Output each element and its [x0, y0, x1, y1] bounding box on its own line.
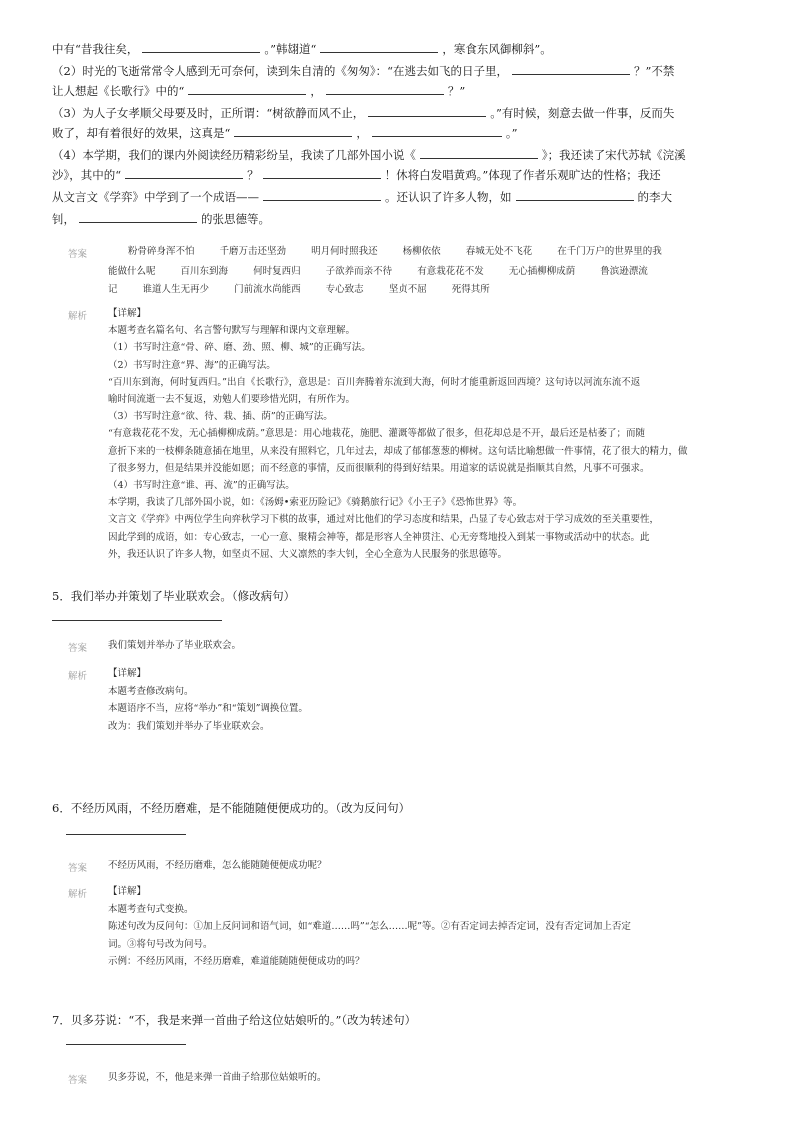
analysis-line: 【详解】 — [108, 308, 147, 319]
question-5-title: 5．我们举办并策划了毕业联欢会。（修改病句） — [52, 589, 296, 603]
answer-item: 死得其所 — [451, 284, 490, 295]
answer-item: 明月何时照我还 — [311, 246, 378, 257]
analysis-line: 本题考查句式变换。 — [108, 903, 194, 915]
answer-item: 子欲养而亲不待 — [325, 266, 393, 277]
answer-item: 能做什么呢 — [108, 266, 156, 277]
answer-item: 在千门万户的世界里的我 — [557, 246, 662, 257]
answer-row-2 — [108, 264, 748, 279]
analysis-line: 【详解】 — [108, 886, 147, 897]
analysis-line: 词。③将句号改为问号。 — [108, 938, 213, 950]
fill-line-3: 让人想起《长歌行》中的“ ， ？” — [52, 84, 466, 98]
answer-blank[interactable] — [512, 62, 630, 75]
analysis-label: 解析 — [68, 311, 88, 322]
answer-label: 答案 — [68, 249, 88, 260]
answer-item: 千磨万击还坚劲 — [219, 246, 287, 257]
answer-label: 答案 — [68, 863, 88, 874]
analysis-line: 本题语序不当，应将“举办”和“策划”调换位置。 — [108, 703, 308, 714]
analysis-line: 意折下来的一枝柳条随意插在地里，从来没有照料它，几年过去，却成了郁郁葱葱的柳树。这句话比喻想做一件事情，花了很大的精力，做 — [108, 445, 688, 457]
analysis-label: 解析 — [68, 671, 88, 682]
analysis-line: “百川东到海，何时复西归。”出自《长歌行》，意思是：百川奔腾着东流到大海，何时才能重新返回西境？这句诗以河流东流不返 — [108, 376, 641, 388]
answer-blank[interactable] — [263, 188, 381, 201]
analysis-line: （3）书写时注意“欲、待、栽、插、荫”的正确写法。 — [108, 411, 333, 423]
fill-line-9: 钊， 的张思德等。 — [52, 212, 270, 226]
answer-blank[interactable] — [263, 166, 381, 179]
analysis-line: 【详解】 — [108, 668, 147, 679]
answer-row-3 — [108, 282, 748, 297]
analysis-line: 本题考查名篇名句、名言警句默写与理解和课内文章理解。 — [108, 325, 356, 337]
fill-line-7: 沙》，其中的“ ？ ！休将白发唱黄鸡。”体现了作者乐观旷达的性格；我还 — [52, 168, 661, 182]
analysis-line: 文言文《学弈》中两位学生向弈秋学习下棋的故事，通过对比他们的学习态度和结果，凸显了专心致志对于学习成效的至关重要性， — [108, 514, 660, 526]
fill-line-1: 中有“昔我往矣， 。”韩翃道“ ，寒食东风御柳斜”。 — [52, 42, 552, 56]
question-7-answer: 贝多芬说，不，他是来弹一首曲子给那位姑娘听的。 — [108, 1072, 327, 1083]
analysis-line: 了很多努力，但是结果并没能如愿；而不经意的事情，反而很顺利的得到好结果。用道家的话说就是指顺其自然，凡事不可强求。 — [108, 462, 650, 474]
fill-line-4: （3）为人子女孝顺父母要及时，正所谓：“树欲静而风不止， 。”有时候，刻意去做一件事，反而失 — [52, 106, 675, 120]
fill-line-5: 败了，却有着很好的效果，这真是“ ， 。” — [52, 126, 518, 140]
answer-blank[interactable] — [66, 1044, 186, 1045]
answer-blank[interactable] — [420, 146, 538, 159]
answer-row-1 — [128, 244, 768, 259]
analysis-line: “有意栽花花不发，无心插柳柳成荫。”意思是：用心地栽花，施肥、灌溉等都做了很多，但花却总是不开，最后还是枯萎了；而随 — [108, 428, 645, 440]
answer-blank[interactable] — [52, 620, 222, 621]
answer-label: 答案 — [68, 643, 88, 654]
answer-item: 无心插柳柳成荫 — [508, 266, 576, 277]
answer-item: 门前流水尚能西 — [234, 284, 301, 295]
answer-item: 鲁滨逊漂流 — [600, 266, 648, 277]
analysis-line: 本题考查修改病句。 — [108, 685, 194, 697]
fill-line-6: （4）本学期，我们的课内外阅读经历精彩纷呈，我读了几部外国小说《 》；我还读了宋代苏轼《浣溪 — [52, 148, 686, 162]
analysis-label: 解析 — [68, 889, 88, 900]
answer-item: 谁道人生无再少 — [142, 284, 210, 295]
answer-item: 有意栽花花不发 — [417, 266, 484, 277]
analysis-line: （1）书写时注意“骨、碎、磨、劲、照、柳、城”的正确写法。 — [108, 342, 371, 354]
answer-blank[interactable] — [125, 166, 243, 179]
analysis-line: （2）书写时注意“界、海”的正确写法。 — [108, 359, 276, 371]
answer-label: 答案 — [68, 1075, 88, 1086]
answer-item: 记 — [108, 284, 118, 295]
question-6-answer: 不经历风雨，不经历磨难，怎么能随随便便成功呢？ — [108, 860, 327, 871]
answer-item: 粉骨碎身浑不怕 — [128, 246, 195, 257]
answer-blank[interactable] — [234, 124, 352, 137]
answer-blank[interactable] — [320, 40, 438, 53]
answer-blank[interactable] — [372, 124, 502, 137]
answer-blank[interactable] — [516, 188, 634, 201]
question-7-title: 7．贝多芬说：“不，我是来弹一首曲子给这位姑娘听的。”（改为转述句） — [52, 1013, 417, 1027]
analysis-line: 本学期，我读了几部外国小说，如：《汤姆•索亚历险记》《骑鹅旅行记》《小王子》《恐怖世界》等。 — [108, 497, 523, 509]
analysis-line: 喻时间流逝一去不复返，劝勉人们要珍惜光阴，有所作为。 — [108, 394, 356, 405]
answer-blank[interactable] — [188, 82, 306, 95]
question-6-title: 6．不经历风雨，不经历磨难，是不能随随便便成功的。（改为反问句） — [52, 801, 411, 815]
fill-line-8: 从文言文《学弈》中学到了一个成语—— 。还认识了许多人物，如 的李大 — [52, 190, 672, 204]
question-5-answer: 我们策划并举办了毕业联欢会。 — [108, 640, 242, 651]
analysis-line: 因此学到的成语，如：专心致志，一心一意、聚精会神等，都是形容人全神贯注、心无旁骛地投入到某一事物或活动中的状态。此 — [108, 531, 650, 543]
answer-blank[interactable] — [326, 82, 444, 95]
analysis-line: 改为：我们策划并举办了毕业联欢会。 — [108, 720, 270, 732]
analysis-line: 示例：不经历风雨，不经历磨难，难道能随随便便成功的吗？ — [108, 956, 365, 967]
fill-line-2: （2）时光的飞逝常常令人感到无可奈何，读到朱自清的《匆匆》：“在逃去如飞的日子里， ？”不禁 — [52, 64, 675, 78]
answer-blank[interactable] — [79, 210, 197, 223]
answer-blank[interactable] — [368, 104, 486, 117]
answer-item: 杨柳依依 — [402, 246, 441, 257]
answer-item: 春城无处不飞花 — [465, 246, 533, 257]
answer-blank[interactable] — [142, 40, 260, 53]
answer-blank[interactable] — [66, 834, 186, 835]
answer-item: 专心致志 — [325, 284, 364, 295]
analysis-line: 陈述句改为反问句：①加上反问词和语气词，如“难道……吗”“怎么……呢”等。②有否定词去掉否定词，没有否定词加上否定 — [108, 921, 631, 932]
analysis-line: （4）书写时注意“谁、再、流”的正确写法。 — [108, 480, 295, 491]
answer-item: 坚贞不屈 — [388, 284, 427, 295]
analysis-line: 外，我还认识了许多人物，如坚贞不屈、大义凛然的李大钊，全心全意为人民服务的张思德等。 — [108, 548, 508, 560]
answer-item: 何时复西归 — [253, 266, 301, 277]
answer-item: 百川东到海 — [180, 266, 229, 277]
